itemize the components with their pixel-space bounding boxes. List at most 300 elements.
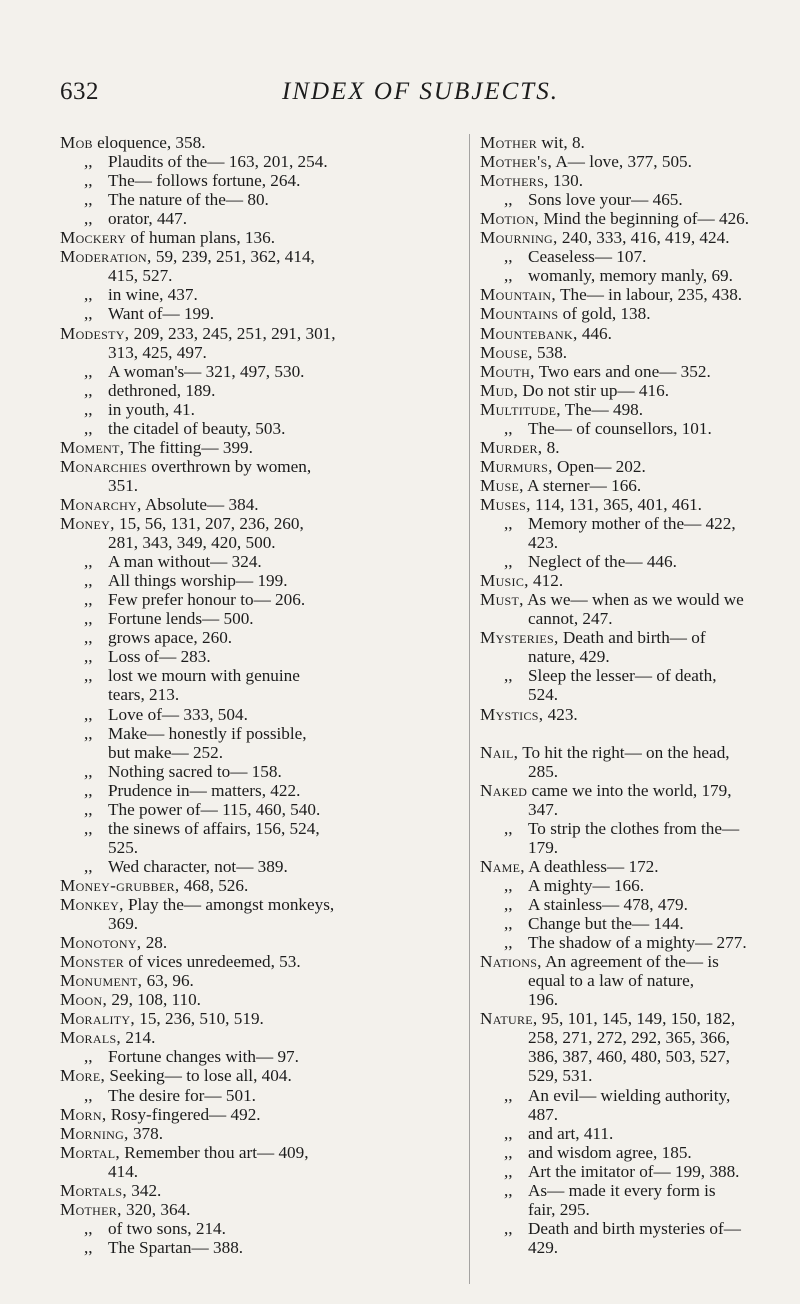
- index-entry: [60, 876, 248, 896]
- index-entry: [480, 171, 583, 191]
- index-entry: [60, 971, 194, 991]
- entry-keyword: Monument,: [60, 971, 143, 991]
- index-subentry: [504, 514, 736, 534]
- entry-keyword: Mother: [480, 133, 538, 152]
- index-subentry: [504, 266, 733, 286]
- entry-text: The— in labour, 235, 438.: [555, 285, 743, 305]
- entry-text: 258, 271, 272, 292, 365, 366,: [528, 1028, 730, 1048]
- ditto-mark: ,,: [84, 723, 93, 743]
- index-entry-continuation: [108, 685, 179, 705]
- entry-text: the sinews of affairs, 156, 524,: [108, 818, 320, 838]
- entry-keyword: Morn,: [60, 1104, 107, 1124]
- index-subentry: [84, 666, 300, 686]
- index-entry: [60, 495, 259, 515]
- entry-text: 28.: [141, 933, 168, 953]
- entry-text: 412.: [528, 571, 564, 591]
- entry-keyword: Morals,: [60, 1028, 122, 1048]
- entry-text: 342.: [126, 1180, 162, 1200]
- index-subentry: [504, 419, 712, 439]
- entry-text: Change but the— 144.: [528, 914, 684, 934]
- index-entry-continuation: [528, 609, 613, 629]
- index-entry-continuation: [528, 1047, 730, 1067]
- index-entry-continuation: [108, 266, 172, 286]
- ditto-mark: ,,: [84, 856, 93, 876]
- entry-text: Art the imitator of— 199, 388.: [528, 1161, 740, 1181]
- entry-text: 468, 526.: [179, 875, 249, 895]
- ditto-mark: ,,: [84, 780, 93, 800]
- entry-text: Loss of— 283.: [108, 647, 211, 667]
- index-entry: [480, 400, 643, 420]
- entry-keyword: Must,: [480, 590, 524, 610]
- entry-text: A woman's— 321, 497, 530.: [108, 361, 305, 381]
- entry-text: grows apace, 260.: [108, 628, 233, 648]
- entry-text: Few prefer honour to— 206.: [108, 590, 306, 610]
- entry-text: of vices unredeemed, 53.: [124, 952, 301, 972]
- entry-keyword: Mountains: [480, 304, 559, 324]
- entry-text: and wisdom agree, 185.: [528, 1142, 692, 1162]
- entry-keyword: Music,: [480, 571, 529, 591]
- ditto-mark: ,,: [84, 571, 93, 591]
- entry-keyword: More,: [60, 1066, 106, 1086]
- entry-keyword: Mothers,: [480, 171, 549, 191]
- entry-keyword: Mysteries,: [480, 628, 559, 648]
- index-subentry: [84, 419, 285, 439]
- index-entry: [480, 857, 659, 877]
- entry-text: 59, 239, 251, 362, 414,: [151, 247, 315, 267]
- entry-keyword: Multitude,: [480, 399, 561, 419]
- entry-text: A man without— 324.: [108, 552, 262, 572]
- entry-text: 313, 425, 497.: [108, 342, 207, 362]
- entry-keyword: Monarchies: [60, 456, 147, 476]
- index-subentry: [504, 1162, 739, 1182]
- index-entry: [480, 209, 749, 229]
- ditto-mark: ,,: [504, 1142, 513, 1162]
- index-entry: [480, 590, 744, 610]
- entry-text: 214.: [121, 1028, 156, 1048]
- entry-text: 414.: [108, 1161, 139, 1181]
- index-entry-continuation: [108, 1162, 138, 1182]
- entry-keyword: Monster: [60, 952, 125, 972]
- entry-text: Open— 202.: [552, 456, 646, 476]
- entry-text: Death and birth— of: [558, 628, 706, 648]
- index-subentry: [84, 724, 307, 744]
- ditto-mark: ,,: [84, 818, 93, 838]
- entry-keyword: Moderation,: [60, 247, 152, 267]
- entry-text: Plaudits of the— 163, 201, 254.: [108, 152, 328, 172]
- index-entry-continuation: [108, 838, 138, 858]
- entry-keyword: Nations,: [480, 952, 542, 972]
- index-subentry: [84, 152, 328, 172]
- index-entry-continuation: [528, 1105, 558, 1125]
- entry-text: equal to a law of nature,: [528, 971, 695, 991]
- ditto-mark: ,,: [504, 875, 513, 895]
- index-subentry: [504, 666, 717, 686]
- entry-text: womanly, memory manly, 69.: [528, 266, 733, 286]
- index-entry: [480, 362, 711, 382]
- entry-text: tears, 213.: [108, 685, 180, 705]
- entry-keyword: Motion,: [480, 209, 540, 229]
- running-title: INDEX OF SUBJECTS.: [282, 78, 559, 105]
- entry-text: 369.: [108, 914, 139, 934]
- entry-text: wit, 8.: [537, 133, 585, 152]
- index-subentry: [84, 705, 248, 725]
- entry-text: 538.: [532, 342, 568, 362]
- entry-keyword: Morning,: [60, 1123, 129, 1143]
- entry-text: 240, 333, 416, 419, 424.: [557, 228, 730, 248]
- index-entry: [480, 1009, 735, 1029]
- entry-text: An evil— wielding authority,: [528, 1085, 731, 1105]
- ditto-mark: ,,: [84, 380, 93, 400]
- index-subentry: [84, 781, 300, 801]
- index-entry: [60, 1124, 163, 1144]
- entry-text: Wed character, not— 389.: [108, 856, 288, 876]
- ditto-mark: ,,: [84, 190, 93, 210]
- entry-text: A deathless— 172.: [524, 856, 659, 876]
- entry-keyword: Morality,: [60, 1009, 135, 1029]
- entry-text: Seeking— to lose all, 404.: [105, 1066, 292, 1086]
- index-subentry: [504, 1143, 692, 1163]
- ditto-mark: ,,: [504, 190, 513, 210]
- entry-text: of human plans, 136.: [126, 228, 276, 248]
- entry-keyword: Mockery: [60, 228, 127, 248]
- entry-keyword: Muses,: [480, 494, 531, 514]
- entry-text: dethroned, 189.: [108, 380, 216, 400]
- entry-text: To strip the clothes from the—: [528, 818, 740, 838]
- index-entry-continuation: [528, 838, 558, 858]
- entry-text: Fortune changes with— 97.: [108, 1047, 299, 1067]
- entry-text: Neglect of the— 446.: [528, 552, 677, 572]
- index-entry-continuation: [528, 1238, 558, 1258]
- entry-text: 179.: [528, 837, 559, 857]
- index-entry: [60, 1105, 261, 1125]
- entry-keyword: Murmurs,: [480, 456, 553, 476]
- entry-text: 95, 101, 145, 149, 150, 182,: [537, 1009, 736, 1029]
- index-entry-continuation: [528, 1200, 590, 1220]
- entry-text: but make— 252.: [108, 742, 224, 762]
- index-subentry: [84, 571, 288, 591]
- entry-text: of gold, 138.: [558, 304, 651, 324]
- ditto-mark: ,,: [504, 933, 513, 953]
- ditto-mark: ,,: [504, 1161, 513, 1181]
- index-subentry: [504, 876, 644, 896]
- entry-keyword: Mortal,: [60, 1142, 120, 1162]
- index-entry-continuation: [108, 914, 138, 934]
- ditto-mark: ,,: [504, 266, 513, 286]
- index-entry: [60, 1181, 161, 1201]
- entry-text: 320, 364.: [121, 1199, 191, 1219]
- entry-keyword: Mud,: [480, 380, 519, 400]
- index-subentry: [84, 1238, 243, 1258]
- index-entry: [480, 343, 567, 363]
- entry-text: 63, 96.: [142, 971, 194, 991]
- entry-text: 386, 387, 460, 480, 503, 527,: [528, 1047, 730, 1067]
- entry-text: 114, 131, 365, 401, 461.: [530, 494, 702, 514]
- ditto-mark: ,,: [84, 761, 93, 781]
- index-entry-continuation: [528, 990, 558, 1010]
- entry-text: Want of— 199.: [108, 304, 215, 324]
- index-entry-continuation: [108, 476, 138, 496]
- entry-text: Ceaseless— 107.: [528, 247, 647, 267]
- index-entry-continuation: [528, 685, 558, 705]
- entry-text: eloquence, 358.: [92, 133, 206, 152]
- ditto-mark: ,,: [84, 361, 93, 381]
- entry-text: nature, 429.: [528, 647, 610, 667]
- entry-text: 209, 233, 245, 251, 291, 301,: [129, 323, 336, 343]
- index-entry: [480, 495, 702, 515]
- ditto-mark: ,,: [504, 1180, 513, 1200]
- entry-text: 378.: [128, 1123, 164, 1143]
- ditto-mark: ,,: [84, 609, 93, 629]
- entry-keyword: Mother,: [60, 1199, 122, 1219]
- ditto-mark: ,,: [84, 171, 93, 191]
- entry-text: 130.: [548, 171, 584, 191]
- entry-text: Make— honestly if possible,: [108, 723, 307, 743]
- entry-text: in youth, 41.: [108, 399, 195, 419]
- entry-keyword: Monarchy,: [60, 494, 142, 514]
- ditto-mark: ,,: [504, 1218, 513, 1238]
- entry-text: 8.: [542, 437, 560, 457]
- entry-text: The desire for— 501.: [108, 1085, 256, 1105]
- index-entry: [480, 743, 730, 763]
- index-entry-continuation: [108, 533, 276, 553]
- entry-text: 529, 531.: [528, 1066, 593, 1086]
- entry-keyword: Monotony,: [60, 933, 142, 953]
- entry-text: 423.: [528, 533, 559, 553]
- ditto-mark: ,,: [84, 799, 93, 819]
- entry-keyword: Mourning,: [480, 228, 558, 248]
- entry-text: cannot, 247.: [528, 609, 613, 629]
- index-entry: [60, 895, 334, 915]
- entry-text: 285.: [528, 761, 559, 781]
- entry-keyword: Mouse,: [480, 342, 533, 362]
- entry-text: Sons love your— 465.: [528, 190, 683, 210]
- index-entry: [60, 933, 167, 953]
- entry-text: Sleep the lesser— of death,: [528, 666, 717, 686]
- index-subentry: [504, 895, 688, 915]
- ditto-mark: ,,: [84, 1218, 93, 1238]
- entry-keyword: Mother's,: [480, 152, 553, 172]
- ditto-mark: ,,: [504, 1085, 513, 1105]
- entry-text: fair, 295.: [528, 1199, 590, 1219]
- index-entry-continuation: [528, 1066, 592, 1086]
- index-subentry: [84, 647, 211, 667]
- index-entry: [480, 381, 669, 401]
- index-entry-continuation: [108, 343, 207, 363]
- index-subentry: [504, 1086, 730, 1106]
- ditto-mark: ,,: [84, 209, 93, 229]
- index-entry-continuation: [528, 533, 558, 553]
- index-entry: [60, 1143, 309, 1163]
- entry-text: Two ears and one— 352.: [534, 361, 711, 381]
- entry-text: came we into the world, 179,: [527, 780, 732, 800]
- index-entry: [480, 476, 641, 496]
- ditto-mark: ,,: [504, 1123, 513, 1143]
- entry-text: 429.: [528, 1237, 559, 1257]
- entry-text: Love of— 333, 504.: [108, 704, 248, 724]
- entry-text: Fortune lends— 500.: [108, 609, 254, 629]
- entry-keyword: Muse,: [480, 475, 524, 495]
- entry-keyword: Murder,: [480, 437, 543, 457]
- entry-keyword: Money-grubber,: [60, 875, 180, 895]
- index-subentry: [84, 1086, 256, 1106]
- ditto-mark: ,,: [84, 666, 93, 686]
- ditto-mark: ,,: [504, 247, 513, 267]
- index-entry: [60, 324, 336, 344]
- entry-keyword: Naked: [480, 780, 528, 800]
- entry-text: The fitting— 399.: [124, 437, 253, 457]
- ditto-mark: ,,: [84, 1047, 93, 1067]
- ditto-mark: ,,: [84, 304, 93, 324]
- index-subentry: [84, 628, 232, 648]
- entry-text: 525.: [108, 837, 139, 857]
- entry-text: 487.: [528, 1104, 559, 1124]
- index-entry: [480, 438, 560, 458]
- index-entry: [480, 285, 742, 305]
- entry-keyword: Mountebank,: [480, 323, 578, 343]
- entry-text: A stainless— 478, 479.: [528, 895, 688, 914]
- page-number: 632: [60, 78, 99, 105]
- entry-text: An agreement of the— is: [541, 952, 719, 972]
- index-entry: [60, 228, 275, 248]
- index-entry-continuation: [528, 647, 610, 667]
- ditto-mark: ,,: [84, 704, 93, 724]
- entry-text: Play the— amongst monkeys,: [123, 895, 335, 914]
- entry-text: The nature of the— 80.: [108, 190, 269, 210]
- entry-text: the citadel of beauty, 503.: [108, 418, 286, 438]
- index-entry-continuation: [108, 743, 223, 763]
- entry-text: Prudence in— matters, 422.: [108, 780, 301, 800]
- entry-keyword: Mortals,: [60, 1180, 127, 1200]
- index-subentry: [84, 190, 269, 210]
- index-subentry: [84, 304, 214, 324]
- entry-text: Nothing sacred to— 158.: [108, 761, 282, 781]
- entry-text: 281, 343, 349, 420, 500.: [108, 533, 276, 553]
- ditto-mark: ,,: [84, 418, 93, 438]
- entry-keyword: Moon,: [60, 990, 108, 1010]
- ditto-mark: ,,: [84, 399, 93, 419]
- index-entry: [480, 133, 585, 153]
- entry-text: Mind the beginning of— 426.: [539, 209, 750, 229]
- entry-text: orator, 447.: [108, 209, 188, 229]
- entry-text: 423.: [543, 704, 578, 724]
- index-entry: [480, 952, 719, 972]
- entry-text: 15, 56, 131, 207, 236, 260,: [114, 514, 304, 533]
- index-entry-continuation: [528, 971, 694, 991]
- entry-keyword: Moment,: [60, 437, 125, 457]
- index-subentry: [504, 1181, 716, 1201]
- index-entry: [480, 152, 692, 172]
- ditto-mark: ,,: [84, 285, 93, 305]
- entry-text: To hit the right— on the head,: [518, 742, 730, 762]
- index-subentry: [84, 800, 320, 820]
- index-subentry: [84, 381, 215, 401]
- index-entry: [480, 571, 563, 591]
- ditto-mark: ,,: [504, 914, 513, 934]
- index-entry-continuation: [528, 762, 558, 782]
- index-entry: [60, 990, 201, 1010]
- index-subentry: [504, 1219, 741, 1239]
- index-subentry: [84, 285, 198, 305]
- index-entry: [60, 247, 315, 267]
- entry-keyword: Monkey,: [60, 895, 124, 914]
- entry-text: A— love, 377, 505.: [552, 152, 692, 172]
- index-entry: [60, 952, 301, 972]
- ditto-mark: ,,: [84, 552, 93, 572]
- entry-text: 15, 236, 510, 519.: [134, 1009, 264, 1029]
- index-subentry: [84, 171, 300, 191]
- ditto-mark: ,,: [84, 1085, 93, 1105]
- entry-text: The— 498.: [560, 399, 644, 419]
- ditto-mark: ,,: [504, 552, 513, 572]
- ditto-mark: ,,: [504, 514, 513, 533]
- index-subentry: [84, 362, 304, 382]
- index-entry: [60, 1028, 155, 1048]
- entry-keyword: Mob: [60, 133, 93, 152]
- entry-keyword: Name,: [480, 856, 525, 876]
- index-subentry: [504, 247, 646, 267]
- index-subentry: [504, 552, 677, 572]
- index-subentry: [504, 914, 684, 934]
- column-divider: [469, 134, 470, 1284]
- entry-text: and art, 411.: [528, 1123, 614, 1143]
- index-subentry: [84, 762, 282, 782]
- index-entry: [60, 1066, 292, 1086]
- index-entry: [60, 457, 311, 477]
- entry-text: The— of counsellors, 101.: [528, 418, 712, 438]
- entry-text: As— made it every form is: [528, 1180, 716, 1200]
- index-entry: [60, 514, 304, 534]
- entry-text: 347.: [528, 799, 559, 819]
- entry-text: All things worship— 199.: [108, 571, 288, 591]
- entry-text: 351.: [108, 475, 139, 495]
- ditto-mark: ,,: [504, 895, 513, 914]
- index-entry: [480, 324, 612, 344]
- entry-keyword: Mouth,: [480, 361, 535, 381]
- entry-text: 29, 108, 110.: [107, 990, 201, 1010]
- page-header: [0, 78, 800, 118]
- ditto-mark: ,,: [84, 1237, 93, 1257]
- entry-text: Death and birth mysteries of—: [528, 1218, 741, 1238]
- index-entry: [60, 1009, 264, 1029]
- entry-keyword: Money,: [60, 514, 115, 533]
- entry-keyword: Nail,: [480, 742, 519, 762]
- index-entry-continuation: [528, 1028, 730, 1048]
- index-subentry: [84, 400, 195, 420]
- entry-text: Do not stir up— 416.: [518, 380, 669, 400]
- index-subentry: [84, 857, 288, 877]
- entry-text: As we— when as we would we: [523, 590, 744, 610]
- entry-keyword: Nature,: [480, 1009, 538, 1029]
- index-entry: [60, 133, 206, 153]
- index-entry-continuation: [528, 800, 558, 820]
- entry-keyword: Mystics,: [480, 704, 544, 724]
- entry-text: in wine, 437.: [108, 285, 198, 305]
- index-subentry: [504, 1124, 613, 1144]
- entry-text: Remember thou art— 409,: [120, 1142, 309, 1162]
- ditto-mark: ,,: [504, 418, 513, 438]
- index-subentry: [84, 819, 320, 839]
- index-entry: [480, 228, 729, 248]
- entry-text: of two sons, 214.: [108, 1218, 226, 1238]
- entry-text: 196.: [528, 990, 559, 1010]
- entry-text: 415, 527.: [108, 266, 173, 286]
- index-entry: [480, 304, 651, 324]
- ditto-mark: ,,: [84, 590, 93, 610]
- entry-text: A mighty— 166.: [528, 875, 645, 895]
- entry-text: The Spartan— 388.: [108, 1237, 244, 1257]
- index-subentry: [84, 209, 187, 229]
- ditto-mark: ,,: [84, 152, 93, 172]
